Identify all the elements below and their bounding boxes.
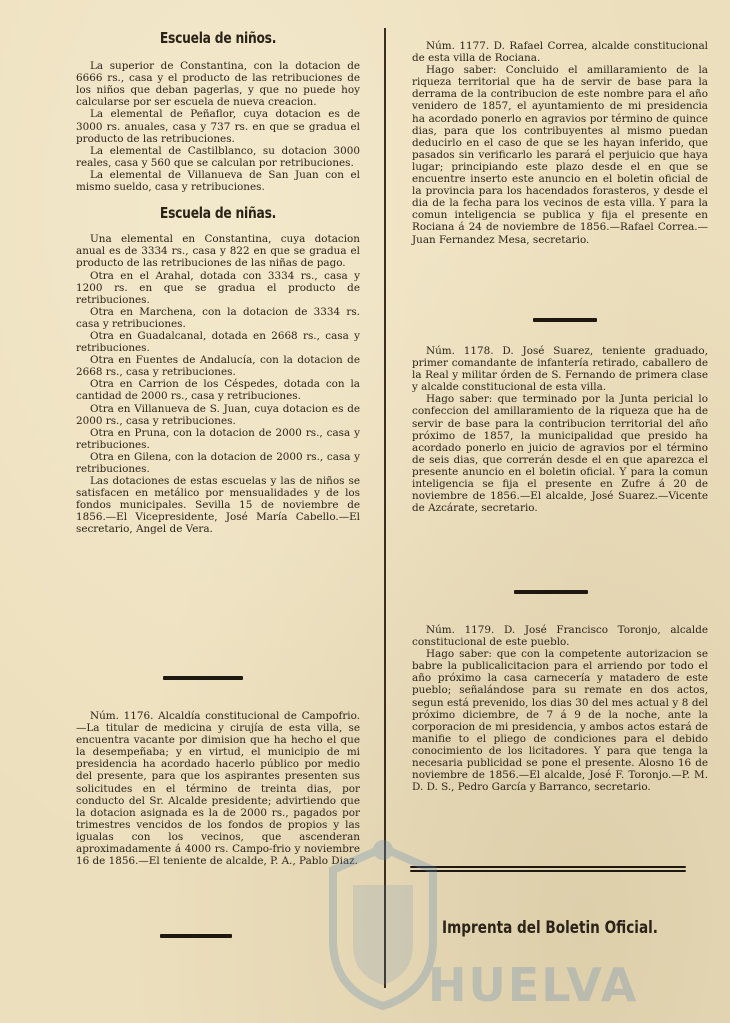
announcement-1179 bbox=[412, 624, 708, 793]
imprenta-footer: Imprenta del Boletin Oficial. bbox=[442, 918, 658, 938]
paragraph: La superior de Constantina, con la dotacion de 6666 rs., casa y el producto de las retribuciones de los niños que deban pagerlas, y que no puede hoy calcularse por ser escuela de nueva creacion. bbox=[76, 60, 360, 109]
announcement-1178 bbox=[412, 345, 708, 514]
paragraph: Núm. 1177. D. Rafael Correa, alcalde constitucional de esta villa de Rociana. bbox=[412, 40, 708, 65]
paragraph: Otra en Gilena, con la dotacion de 2000 rs., casa y retribuciones. bbox=[76, 450, 360, 475]
paragraph: Otra en Guadalcanal, dotada en 2668 rs., casa y retribuciones. bbox=[76, 329, 360, 355]
paragraph: La elemental de Villanueva de San Juan con el mismo sueldo, casa y retribuciones. bbox=[76, 168, 360, 194]
paragraph: Una elemental en Constantina, cuya dotacion anual es de 3334 rs., casa y 822 en que se gradua el producto de las retribuciones de las niñas de pago. bbox=[76, 233, 360, 270]
watermark-text: HUELVA bbox=[428, 958, 639, 1012]
left-column bbox=[76, 29, 360, 536]
paragraph: Núm. 1176. Alcaldía constitucional de Campofrio.—La titular de medicina y cirujía de esta villa, se encuentra vacante por dimision que ha hecho el que la desempeñaba; y en virtud, el municipio de mi presidencia ha acordado hacerlo público por medio del presente, para que los aspirantes presenten sus solicitudes en el término de treinta dias, por conducto del Sr. Alcalde presidente; advirtiendo que la dotacion asignada es la de 2000 rs., pagados por trimestres vencidos de los fondos de propios y las igualas con los vecinos, que ascenderan aproximadamente á 4000 rs. Campo-frio y noviembre 16 de 1856.—El teniente de alcalde, P. A., Pablo Diaz. bbox=[76, 710, 360, 868]
paragraph: Otra en Pruna, con la dotacion de 2000 rs., casa y retribuciones. bbox=[76, 426, 360, 451]
separator-rule bbox=[163, 676, 243, 680]
heading-escuela-ninos: Escuela de niños. bbox=[159, 29, 277, 47]
paragraph: La elemental de Castilblanco, su dotacion 3000 reales, casa y 560 que se calculan por retribuciones. bbox=[76, 144, 360, 169]
heading-escuela-ninas: Escuela de niñas. bbox=[159, 204, 277, 223]
double-rule bbox=[410, 866, 686, 868]
paragraph: Otra en Villanueva de S. Juan, cuya dotacion es de 2000 rs., casa y retribuciones. bbox=[76, 402, 360, 427]
announcement-1176 bbox=[76, 710, 360, 867]
separator-rule bbox=[160, 934, 232, 938]
paragraph: Núm. 1178. D. José Suarez, teniente graduado, primer comandante de infantería retirado, caballero de la Real y militar órden de S. Fernando de primera clase y alcalde constitucional de esta villa. bbox=[412, 345, 708, 394]
paragraph: Núm. 1179. D. José Francisco Toronjo, alcalde constitucional de este pueblo. bbox=[412, 624, 708, 649]
paragraph: Hago saber: que con la competente autorizacion se babre la publicalicitacion para el arriendo por todo el año próximo la casa carnecería y matadero de este pueblo; señalándose para su remate en dos actos, segun está prevenido, los dias 30 del mes actual y 8 del próximo diciembre, de 7 á 9 de la noche, ante la corporacion de mi presidencia, y ambos actos estará de manifie to el pliego de condiciones para el debido conocimiento de los licitadores. Y para que tenga la necesaria publicidad se pone el presente. Alosno 16 de noviembre de 1856.—El alcalde, José F. Toronjo.—P. M. D. D. S., Pedro García y Barranco, secretario. bbox=[412, 648, 708, 794]
separator-rule bbox=[514, 590, 588, 594]
announcement-1177 bbox=[412, 40, 708, 246]
paragraph: Otra en el Arahal, dotada con 3334 rs., casa y 1200 rs. en que se gradua el producto de retribuciones. bbox=[76, 269, 360, 306]
column-divider bbox=[384, 28, 386, 988]
paragraph: Hago saber: Concluido el amillaramiento de la riqueza territorial que ha de servir de base para la derrama de la contribucion de este nombre para el año venidero de 1857, el ayuntamiento de mi presidencia ha acordado ponerlo en agravios por término de quince dias, para que los contribuyentes al mismo puedan deducirlo en el caso de que se les hayan inferido, que pasados sin verificarlo les parará el perjuicio que haya lugar; principiando este plazo desde el en que se encuentre inserto este anuncio en el boletin oficial de la provincia para los hacendados forasteros, y desde el dia de la fecha para los vecinos de esta villa. Y para la comun inteligencia se publica y fija el presente en Rociana á 24 de noviembre de 1856.—Rafael Correa.—Juan Fernandez Mesa, secretario. bbox=[412, 64, 708, 246]
paragraph: Hago saber: que terminado por la Junta pericial lo confeccion del amillaramiento de la riqueza que ha de servir de base para la contribucion territorial del año próximo de 1857, la municipalidad que presido ha acordado ponerlo en juicio de agravios por el término de seis dias, que correrán desde el en que aparezca el presente anuncio en el boletin oficial. Y para la comun inteligencia se fija el presente en Zufre á 20 de noviembre de 1856.—El alcalde, José Suarez.—Vicente de Azcárate, secretario. bbox=[412, 393, 708, 515]
paragraph: Otra en Fuentes de Andalucía, con la dotacion de 2668 rs., casa y retribuciones. bbox=[76, 354, 360, 379]
paragraph: La elemental de Peñaflor, cuya dotacion es de 3000 rs. anuales, casa y 737 rs. en que se gradua el producto de las retribuciones. bbox=[76, 108, 360, 145]
separator-rule bbox=[533, 318, 597, 322]
paragraph: Las dotaciones de estas escuelas y las de niños se satisfacen en metálico por mensualidades y de los fondos municipales. Sevilla 15 de noviembre de 1856.—El Vicepresidente, José María Cabello.—El secretario, Angel de Vera. bbox=[76, 475, 360, 536]
paragraph: Otra en Marchena, con la dotacion de 3334 rs. casa y retribuciones. bbox=[76, 305, 360, 330]
paragraph: Otra en Carrion de los Céspedes, dotada con la cantidad de 2000 rs., casa y retribuciones. bbox=[76, 378, 360, 403]
